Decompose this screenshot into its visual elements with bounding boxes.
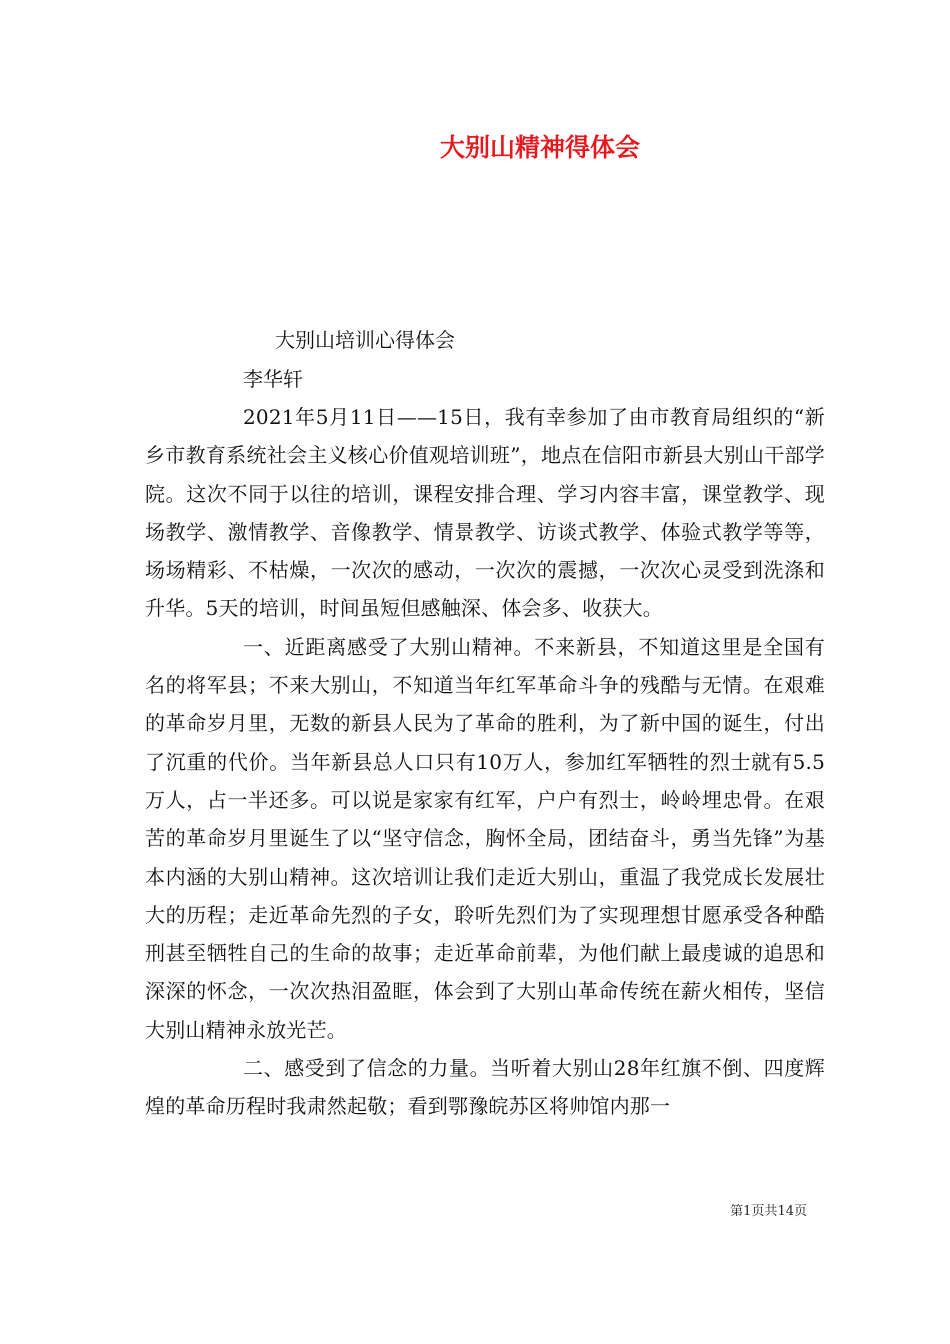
author-name: 李华轩 bbox=[243, 367, 303, 391]
document-subtitle: 大别山培训心得体会 bbox=[275, 328, 455, 352]
paragraph-section-two: 二、感受到了信念的力量。当听着大别山28年红旗不倒、四度辉煌的革命历程时我肃然起敬；看到鄂豫皖苏区将帅馆内那一 bbox=[145, 1056, 825, 1119]
document-body bbox=[145, 398, 825, 1126]
paragraph-section-one: 一、近距离感受了大别山精神。不来新县，不知道这里是全国有名的将军县；不来大别山，不知道当年红军革命斗争的残酷与无情。在艰难的革命岁月里，无数的新县人民为了革命的胜利，为了新中国的诞生，付出了沉重的代价。当年新县总人口只有10万人，参加红军牺牲的烈士就有5.5万人，占一半还多。可以说是家家有红军，户户有烈士，岭岭埋忠骨。在艰苦的革命岁月里诞生了以“坚守信念，胸怀全局，团结奋斗，勇当先锋”为基本内涵的大别山精神。这次培训让我们走近大别山，重温了我党成长发展壮大的历程；走近革命先烈的子女，聆听先烈们为了实现理想甘愿承受各种酷刑甚至牺牲自己的生命的故事；走近革命前辈，为他们献上最虔诚的追思和深深的怀念，一次次热泪盈眶，体会到了大别山革命传统在薪火相传，坚信大别山精神永放光芒。 bbox=[145, 634, 825, 1042]
document-title: 大别山精神得体会 bbox=[439, 133, 640, 162]
page-number: 第1页共14页 bbox=[730, 1204, 807, 1219]
paragraph-intro: 2021年5月11日——15日，我有幸参加了由市教育局组织的“新乡市教育系统社会主义核心价值观培训班”，地点在信阳市新县大别山干部学院。这次不同于以往的培训，课程安排合理、学习内容丰富，课堂教学、现场教学、激情教学、音像教学、情景教学、访谈式教学、体验式教学等等，场场精彩、不枯燥，一次次的感动，一次次的震撼，一次次心灵受到洗涤和升华。5天的培训，时间虽短但感触深、体会多、收获大。 bbox=[145, 405, 825, 621]
